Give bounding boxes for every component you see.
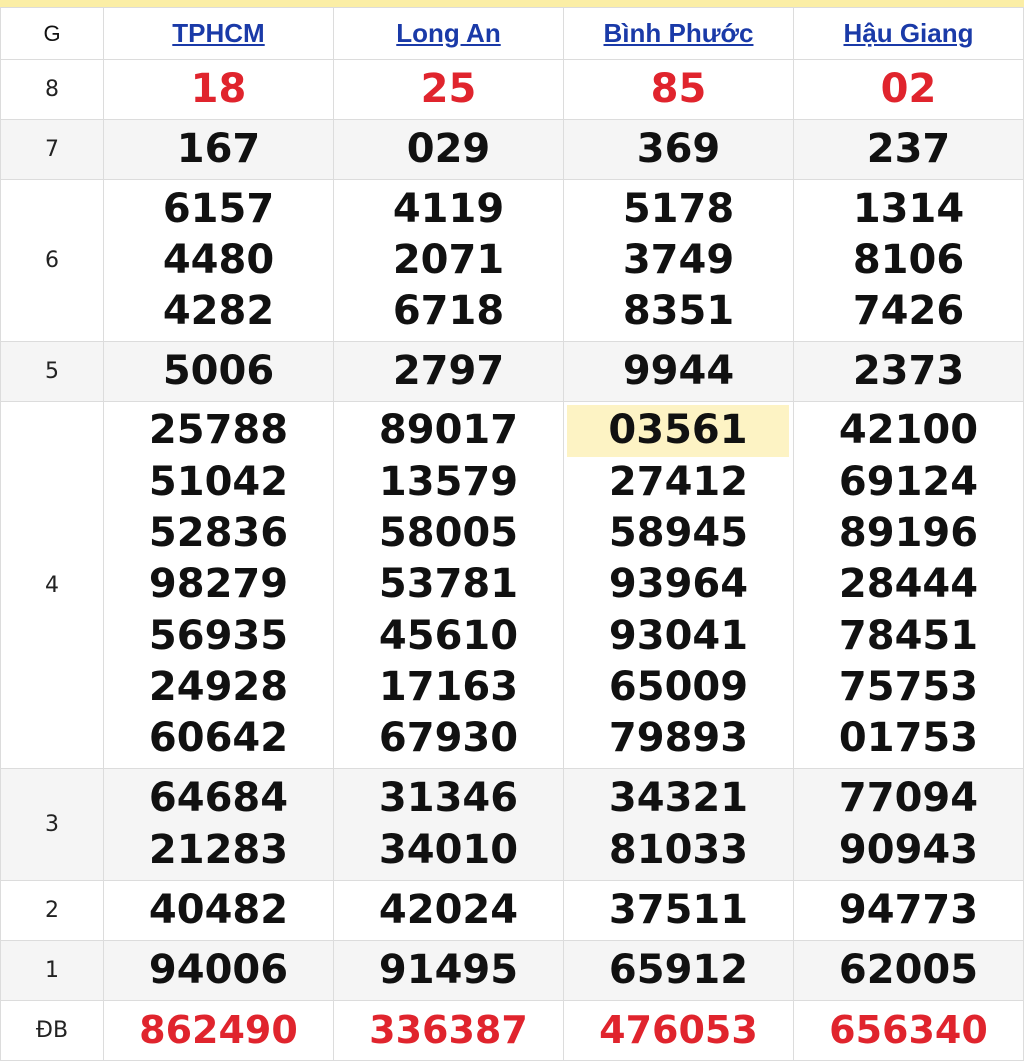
prize-number: 1314 xyxy=(852,185,965,232)
prize-number: 79893 xyxy=(608,715,749,762)
prize-number: 90943 xyxy=(838,826,979,873)
prize-cell xyxy=(794,769,1024,881)
province-header-hau-giang xyxy=(794,8,1024,60)
prize-label: 6 xyxy=(1,180,104,342)
prize-cell xyxy=(564,60,794,120)
prize-label: 8 xyxy=(1,60,104,120)
prize-number: 27412 xyxy=(608,458,749,505)
province-link-binh-phuoc[interactable]: Bình Phước xyxy=(603,18,754,48)
prize-cell xyxy=(564,342,794,402)
prize-cell xyxy=(104,180,334,342)
prize-number: 25788 xyxy=(148,407,289,454)
prize-row-2 xyxy=(1,881,1024,941)
prize-number: 94006 xyxy=(148,946,289,993)
prize-row-1 xyxy=(1,941,1024,1001)
prize-number: 24928 xyxy=(148,663,289,710)
prize-cell xyxy=(334,769,564,881)
prize-number: 167 xyxy=(176,125,261,172)
prize-number: 69124 xyxy=(838,458,979,505)
prize-number: 65009 xyxy=(608,663,749,710)
prize-number: 237 xyxy=(866,125,951,172)
prize-number: 45610 xyxy=(378,612,519,659)
prize-label: 2 xyxy=(1,881,104,941)
special-prize-number: 476053 xyxy=(599,1007,758,1052)
prize-number: 62005 xyxy=(838,946,979,993)
prize-number: 94773 xyxy=(838,886,979,933)
special-prize-number: 862490 xyxy=(139,1007,298,1052)
prize-cell xyxy=(794,60,1024,120)
prize-cell xyxy=(104,120,334,180)
prize-cell xyxy=(564,180,794,342)
prize-cell xyxy=(104,402,334,769)
province-link-tphcm[interactable]: TPHCM xyxy=(172,18,265,48)
prize-number: 40482 xyxy=(148,886,289,933)
prize-label: 5 xyxy=(1,342,104,402)
prize-cell xyxy=(564,881,794,941)
prize-cell xyxy=(794,881,1024,941)
province-header-long-an xyxy=(334,8,564,60)
prize-number: 4119 xyxy=(392,185,505,232)
prize-label: 3 xyxy=(1,769,104,881)
prize-cell xyxy=(334,120,564,180)
prize-number: 13579 xyxy=(378,458,519,505)
prize-number: 2373 xyxy=(852,347,965,394)
prize-column-header: G xyxy=(1,8,104,60)
prize-number: 6157 xyxy=(162,185,275,232)
prize-number: 67930 xyxy=(378,715,519,762)
province-link-long-an[interactable]: Long An xyxy=(396,18,501,48)
province-header-tphcm xyxy=(104,8,334,60)
prize-cell xyxy=(104,342,334,402)
prize-cell xyxy=(334,180,564,342)
prize-cell xyxy=(334,1001,564,1061)
prize-cell xyxy=(104,1001,334,1061)
prize-number: 01753 xyxy=(838,715,979,762)
prize-number: 18 xyxy=(190,65,247,112)
prize-number: 93041 xyxy=(608,612,749,659)
prize-number: 3749 xyxy=(622,236,735,283)
prize-number: 85 xyxy=(650,65,707,112)
header-row xyxy=(1,8,1024,60)
prize-number: 7426 xyxy=(852,288,965,335)
prize-number: 369 xyxy=(636,125,721,172)
prize-cell xyxy=(334,402,564,769)
prize-cell xyxy=(104,941,334,1001)
prize-number: 98279 xyxy=(148,561,289,608)
prize-cell xyxy=(564,120,794,180)
special-prize-number: 336387 xyxy=(369,1007,528,1052)
prize-number: 4480 xyxy=(162,236,275,283)
prize-number: 65912 xyxy=(608,946,749,993)
prize-number: 9944 xyxy=(622,347,735,394)
prize-number: 17163 xyxy=(378,663,519,710)
prize-row-8 xyxy=(1,60,1024,120)
prize-cell xyxy=(334,941,564,1001)
prize-number: 64684 xyxy=(148,775,289,822)
top-accent-bar xyxy=(0,0,1024,7)
prize-number: 58005 xyxy=(378,510,519,557)
prize-number: 81033 xyxy=(608,826,749,873)
prize-number: 60642 xyxy=(148,715,289,762)
prize-number: 89017 xyxy=(378,407,519,454)
prize-number: 02 xyxy=(880,65,937,112)
prize-label: ĐB xyxy=(1,1001,104,1061)
prize-number: 78451 xyxy=(838,612,979,659)
prize-number: 37511 xyxy=(608,886,749,933)
prize-cell xyxy=(794,180,1024,342)
prize-number: 2071 xyxy=(392,236,505,283)
prize-row-5 xyxy=(1,342,1024,402)
prize-row-3 xyxy=(1,769,1024,881)
prize-number: 5006 xyxy=(162,347,275,394)
prize-number: 89196 xyxy=(838,510,979,557)
prize-number: 34321 xyxy=(608,775,749,822)
prize-number: 029 xyxy=(406,125,491,172)
prize-number: 56935 xyxy=(148,612,289,659)
prize-number: 75753 xyxy=(838,663,979,710)
prize-number: 42100 xyxy=(838,407,979,454)
prize-cell xyxy=(794,120,1024,180)
prize-number: 6718 xyxy=(392,288,505,335)
prize-number: 51042 xyxy=(148,458,289,505)
prize-number: 31346 xyxy=(378,775,519,822)
prize-number: 8106 xyxy=(852,236,965,283)
prize-cell xyxy=(794,402,1024,769)
prize-cell xyxy=(104,881,334,941)
prize-cell xyxy=(794,1001,1024,1061)
prize-number: 93964 xyxy=(608,561,749,608)
prize-number: 58945 xyxy=(608,510,749,557)
prize-cell xyxy=(104,769,334,881)
prize-number: 8351 xyxy=(622,288,735,335)
prize-row-special xyxy=(1,1001,1024,1061)
prize-cell xyxy=(564,402,794,769)
prize-number: 4282 xyxy=(162,288,275,335)
prize-label: 4 xyxy=(1,402,104,769)
prize-number: 28444 xyxy=(838,561,979,608)
prize-label: 1 xyxy=(1,941,104,1001)
province-header-binh-phuoc xyxy=(564,8,794,60)
prize-cell xyxy=(334,60,564,120)
prize-cell xyxy=(794,342,1024,402)
prize-row-4 xyxy=(1,402,1024,769)
prize-cell xyxy=(794,941,1024,1001)
prize-number: 53781 xyxy=(378,561,519,608)
prize-row-7 xyxy=(1,120,1024,180)
prize-cell xyxy=(334,342,564,402)
prize-cell xyxy=(564,1001,794,1061)
prize-number: 42024 xyxy=(378,886,519,933)
province-link-hau-giang[interactable]: Hậu Giang xyxy=(843,18,974,48)
prize-number: 52836 xyxy=(148,510,289,557)
prize-cell xyxy=(564,941,794,1001)
prize-number: 91495 xyxy=(378,946,519,993)
special-prize-number: 656340 xyxy=(829,1007,988,1052)
prize-label: 7 xyxy=(1,120,104,180)
highlighted-prize-number: 03561 xyxy=(567,405,789,456)
prize-number: 77094 xyxy=(838,775,979,822)
prize-number: 21283 xyxy=(148,826,289,873)
lottery-results-table xyxy=(0,7,1024,1061)
prize-cell xyxy=(334,881,564,941)
prize-number: 5178 xyxy=(622,185,735,232)
prize-cell xyxy=(104,60,334,120)
prize-row-6 xyxy=(1,180,1024,342)
prize-cell xyxy=(564,769,794,881)
prize-number: 25 xyxy=(420,65,477,112)
prize-number: 2797 xyxy=(392,347,505,394)
prize-number: 34010 xyxy=(378,826,519,873)
